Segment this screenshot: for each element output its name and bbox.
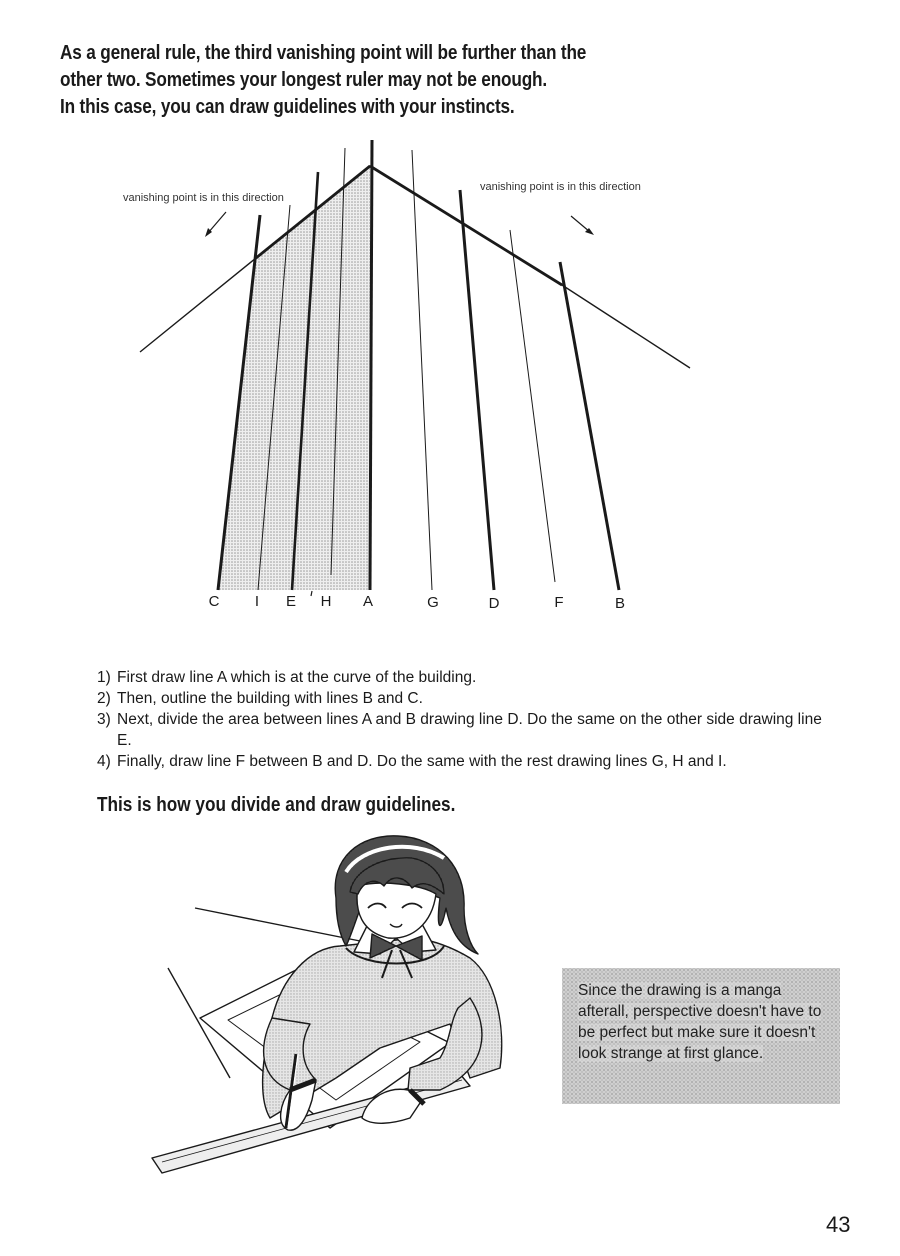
- line-b: [560, 262, 619, 590]
- list-item: [97, 667, 837, 688]
- vp-left-label: vanishing point is in this direction: [123, 192, 284, 204]
- instruction-list: [97, 667, 837, 772]
- label-c: C: [208, 593, 220, 610]
- label-e: E: [285, 593, 297, 610]
- step-text: First draw line A which is at the curve of the building.: [117, 669, 477, 686]
- tick-mark: [311, 591, 312, 596]
- page-heading: [60, 40, 714, 121]
- step-number: 2): [97, 690, 111, 707]
- list-item: [97, 688, 837, 709]
- note-text: Since the drawing is a manga afterall, perspective doesn't have to be perfect but make sure it doesn't look strange at first glance.: [578, 982, 822, 1062]
- arrow-down-left-icon: [205, 212, 226, 237]
- heading-line-2: other two. Sometimes your longest ruler may not be enough.: [60, 69, 547, 91]
- heading-line-3: In this case, you can draw guidelines with your instincts.: [60, 96, 515, 118]
- note-box: [562, 968, 840, 1104]
- step-text: Then, outline the building with lines B and C.: [117, 690, 423, 707]
- step-number: 4): [97, 753, 111, 770]
- label-d: D: [488, 595, 500, 612]
- vp-right-label: vanishing point is in this direction: [480, 181, 641, 193]
- step-number: 3): [97, 711, 111, 728]
- guideline-diagram: [0, 130, 900, 620]
- list-item: [97, 709, 837, 751]
- label-h: H: [320, 593, 332, 610]
- line-f: [510, 230, 555, 582]
- list-item: [97, 751, 837, 772]
- label-g: G: [427, 594, 439, 611]
- line-d: [460, 190, 494, 590]
- page-number: 43: [826, 1212, 851, 1237]
- step-text: Finally, draw line F between B and D. Do the same with the rest drawing lines G, H and I.: [117, 753, 727, 770]
- section-subheading: This is how you divide and draw guidelines.: [97, 794, 456, 816]
- arrow-down-right-icon: [571, 216, 594, 235]
- line-g: [412, 150, 432, 590]
- girl-drawing-illustration: [140, 828, 550, 1208]
- line-a: [370, 140, 372, 590]
- label-i: I: [254, 593, 260, 610]
- step-text: Next, divide the area between lines A and B drawing line D. Do the same on the other side drawing line E.: [117, 711, 822, 749]
- label-f: F: [554, 594, 564, 611]
- step-number: 1): [97, 669, 111, 686]
- heading-line-1: As a general rule, the third vanishing point will be further than the: [60, 42, 587, 64]
- label-b: B: [614, 595, 626, 612]
- label-a: A: [362, 593, 374, 610]
